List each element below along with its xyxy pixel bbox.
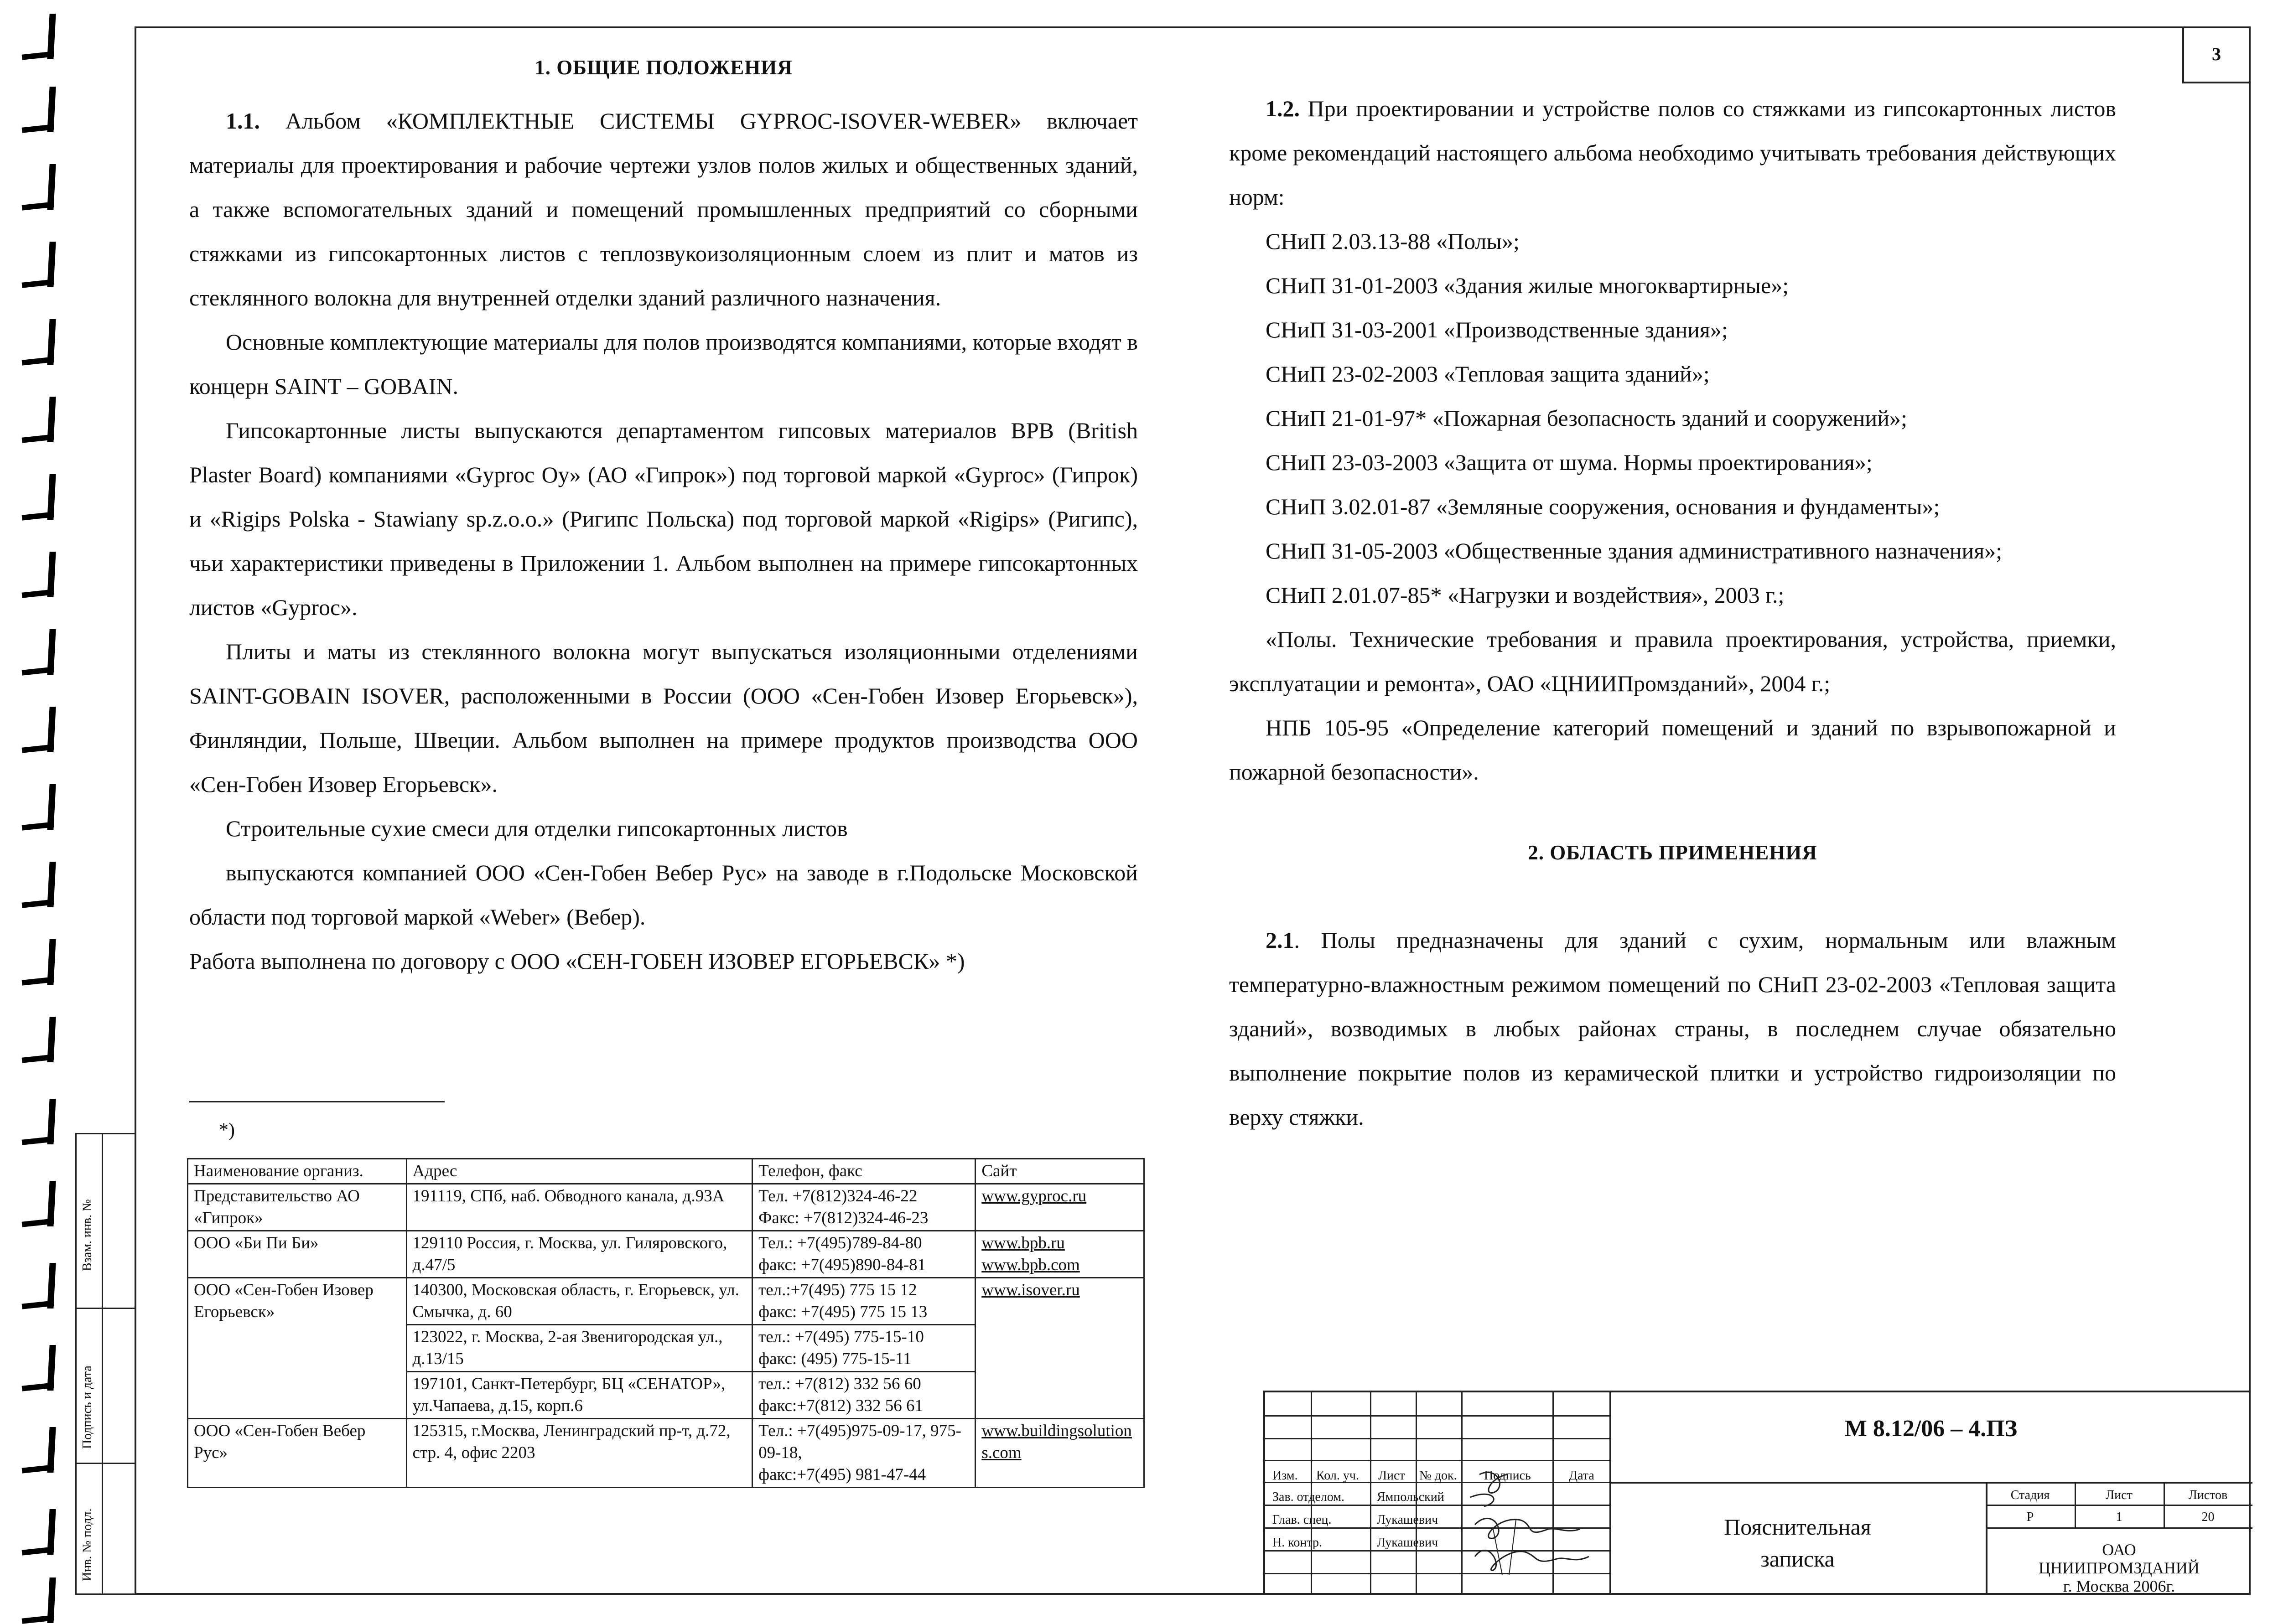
table-header: Адрес [406, 1159, 752, 1184]
organization-block [1986, 1541, 2252, 1595]
norm-item: СНиП 31-03-2001 «Производственные здания»; [1266, 317, 1728, 342]
site-link[interactable]: www.bpb.com [981, 1256, 1080, 1274]
fax-line: факс: +7(495) 775 15 13 [758, 1303, 928, 1321]
fax-line: факс:+7(812) 332 56 61 [758, 1396, 924, 1415]
org-address: 123022, г. Москва, 2-ая Звенигородская ул., д.13/15 [406, 1325, 752, 1372]
site-link[interactable]: www.isover.ru [981, 1281, 1080, 1299]
binding-marks [8, 14, 58, 1609]
paragraph-1-2 [1229, 87, 2116, 219]
table-header: Наименование организ. [188, 1159, 407, 1184]
section-1-heading: 1. ОБЩИЕ ПОЛОЖЕНИЯ [534, 56, 793, 79]
paragraph-2-1-text: . Полы предназначены для зданий с сухим, нормальным или влажным температурно-влажностным режимом помещений по СНиП 23-02-2003 «Тепловая защита зданий», возводимых в любых районах страны, в последнем случае обязательно выполнение покрытие полов из керамической плитки и устройство гидроизоляции по верху стяжки. [1229, 927, 2116, 1130]
contacts-table [187, 1158, 1145, 1488]
table-row [188, 1419, 1144, 1488]
footnote-mark: *) [219, 1120, 235, 1141]
site-link[interactable]: www.bpb.ru [981, 1234, 1065, 1252]
norm-item: СНиП 2.01.07-85* «Нагрузки и воздействия», 2003 г.; [1266, 582, 1785, 608]
col-izm: Изм. [1272, 1469, 1298, 1483]
norm-item: СНиП 31-05-2003 «Общественные здания административного назначения»; [1266, 538, 2003, 564]
table-row [188, 1231, 1144, 1278]
page-number: 3 [2182, 26, 2251, 83]
col-data: Дата [1569, 1469, 1594, 1483]
org-phone [752, 1325, 976, 1372]
side-stamp-inv: Инв. № подл. [80, 1508, 94, 1581]
norm-item: СНиП 31-01-2003 «Здания жилые многоквартирные»; [1266, 273, 1789, 298]
name-chief: Лукашевич [1377, 1513, 1438, 1527]
phone-line: тел.: +7(495) 775-15-10 [758, 1328, 924, 1346]
table-header: Сайт [976, 1159, 1144, 1184]
org-address: 125315, г.Москва, Ленинградский пр-т, д.72, стр. 4, офис 2203 [406, 1419, 752, 1488]
org-name: ООО «Сен-Гобен Вебер Рус» [188, 1419, 407, 1488]
paragraph-1-1-text: Альбом «КОМПЛЕКТНЫЕ СИСТЕМЫ GYPROC-ISOVER-WEBER» включает материалы для проектирования и рабочие чертежи узлов полов жилых и общественных зданий, а также вспомогательных зданий и помещений промышленных предприятий со сборными стяжками из гипсокартонных листов с теплозвукоизоляционным слоем из плит и матов из стеклянного волокна для внутренней отделки зданий различного назначения. [189, 108, 1138, 310]
paragraph-1-1 [189, 99, 1138, 320]
paragraph-1-1-number: 1.1. [226, 108, 260, 134]
fax-line: Факс: +7(812)324-46-23 [758, 1209, 929, 1227]
role-control: Н. контр. [1272, 1536, 1322, 1550]
org-address: 191119, СПб, наб. Обводного канала, д.93А [406, 1184, 752, 1231]
paragraph-1-2-number: 1.2. [1266, 96, 1300, 121]
side-stamp-podpis: Подпись и дата [80, 1365, 94, 1449]
org-phone [752, 1184, 976, 1231]
org-address: 129110 Россия, г. Москва, ул. Гиляровского, д.47/5 [406, 1231, 752, 1278]
norm-item: «Полы. Технические требования и правила проектирования, устройства, приемки, эксплуатации и ремонта», ОАО «ЦНИИПромзданий», 2004 г.; [1229, 626, 2116, 696]
table-row [188, 1184, 1144, 1231]
side-stamp-vzam: Взам. инв. № [80, 1199, 94, 1271]
paragraph-2-1-number: 2.1 [1266, 927, 1294, 953]
document-title-line2: записка [1760, 1546, 1835, 1572]
stage-value: Р [2026, 1510, 2034, 1524]
side-stamp [75, 1133, 135, 1595]
paragraph-gypsum: Гипсокартонные листы выпускаются департаментом гипсовых материалов BPB (British Plaster Board) компаниями «Gyproc Oy» (АО «Гипрок») под торговой маркой «Gyproc» (Гипрок) и «Rigips Polska - Stawiany sp.z.o.o.» (Ригипс Польска) под торговой маркой «Rigips» (Ригипс), чьи характеристики приведены в Приложении 1. Альбом выполнен на примере гипсокартонных листов «Gyproc». [189, 418, 1138, 620]
site-link[interactable]: www.gyproc.ru [981, 1187, 1087, 1205]
document-title-line1: Пояснительная [1724, 1514, 1871, 1540]
role-chief: Глав. спец. [1272, 1513, 1332, 1527]
org-site[interactable] [976, 1278, 1144, 1419]
phone-line: Тел.: +7(495)975-09-17, 975-09-18, [758, 1422, 961, 1462]
phone-line: тел.:+7(495) 775 15 12 [758, 1281, 917, 1299]
org-site[interactable] [976, 1231, 1144, 1278]
norm-item: СНиП 2.03.13-88 «Полы»; [1266, 228, 1520, 254]
paragraph-1-2-text: При проектировании и устройстве полов со стяжками из гипсокартонных листов кроме рекомендаций настоящего альбома необходимо учитывать требования действующих норм: [1229, 96, 2116, 210]
table-header-row [188, 1159, 1144, 1184]
fax-line: факс: (495) 775-15-11 [758, 1350, 912, 1368]
phone-line: Тел. +7(812)324-46-22 [758, 1187, 918, 1205]
org-phone [752, 1278, 976, 1325]
sheets-label: Листов [2188, 1488, 2228, 1502]
norm-item: СНиП 23-03-2003 «Защита от шума. Нормы проектирования»; [1266, 450, 1873, 475]
left-column [189, 46, 1138, 983]
org-site[interactable] [976, 1419, 1144, 1488]
org-site[interactable] [976, 1184, 1144, 1231]
org-phone [752, 1372, 976, 1419]
signature-scribbles [1466, 1461, 1603, 1579]
phone-line: Тел.: +7(495)789-84-80 [758, 1234, 922, 1252]
org-name: ООО «Би Пи Би» [188, 1231, 407, 1278]
name-control: Лукашевич [1377, 1536, 1438, 1550]
table-row [188, 1278, 1144, 1325]
norm-item: СНиП 21-01-97* «Пожарная безопасность зданий и сооружений»; [1266, 405, 1907, 431]
col-list: Лист [1378, 1469, 1405, 1483]
organization-line: ОАО [2102, 1541, 2136, 1559]
paragraph-components: Основные комплектующие материалы для полов производятся компаниями, которые входят в концерн SAINT – GOBAIN. [189, 329, 1138, 399]
document-code: М 8.12/06 – 4.ПЗ [1844, 1416, 2018, 1442]
phone-line: тел.: +7(812) 332 56 60 [758, 1375, 921, 1393]
norm-item: СНиП 3.02.01-87 «Земляные сооружения, основания и фундаменты»; [1266, 494, 1940, 519]
org-name: Представительство АО «Гипрок» [188, 1184, 407, 1231]
paragraph-2-1 [1229, 918, 2116, 1139]
role-head: Зав. отделом. [1272, 1490, 1345, 1504]
col-ndok: № док. [1419, 1469, 1457, 1483]
right-column [1229, 87, 2116, 1139]
title-block [1263, 1391, 2251, 1595]
organization-line: г. Москва 2006г. [2063, 1577, 2175, 1595]
section-2-heading: 2. ОБЛАСТЬ ПРИМЕНЕНИЯ [1528, 841, 1817, 864]
org-phone [752, 1231, 976, 1278]
sheets-value: 20 [2201, 1510, 2215, 1524]
sheet-label: Лист [2106, 1488, 2133, 1502]
org-name: ООО «Сен-Гобен Изовер Егорьевск» [188, 1278, 407, 1419]
fax-line: факс:+7(495) 981-47-44 [758, 1465, 926, 1484]
stage-label: Стадия [2010, 1488, 2050, 1502]
table-header: Телефон, факс [752, 1159, 976, 1184]
site-link[interactable]: www.buildingsolutions.com [981, 1422, 1132, 1462]
document-title [1609, 1511, 1986, 1575]
norm-item: СНиП 23-02-2003 «Тепловая защита зданий»; [1266, 361, 1710, 387]
norm-item: НПБ 105-95 «Определение категорий помещений и зданий по взрывопожарной и пожарной безопасности». [1229, 715, 2116, 785]
sheet-value: 1 [2116, 1510, 2122, 1524]
col-kol: Кол. уч. [1316, 1469, 1359, 1483]
paragraph-glass-fibre: Плиты и маты из стеклянного волокна могут выпускаться изоляционными отделениями SAINT-GOBAIN ISOVER, расположенными в России (ООО «Сен-Гобен Изовер Егорьевск»), Финляндии, Польше, Швеции. Альбом выполнен на примере продуктов производства ООО «Сен-Гобен Изовер Егорьевск». [189, 639, 1138, 797]
col-podpis: Подпись [1484, 1469, 1531, 1483]
paragraph-contract: Работа выполнена по договору с ООО «СЕН-ГОБЕН ИЗОВЕР ЕГОРЬЕВСК» *) [189, 948, 965, 974]
organization-line: ЦНИИПРОМЗДАНИЙ [2039, 1559, 2200, 1577]
org-address: 197101, Санкт-Петербург, БЦ «СЕНАТОР», ул.Чапаева, д.15, корп.6 [406, 1372, 752, 1419]
footnote-divider [189, 1101, 445, 1102]
paragraph-weber: выпускаются компанией ООО «Сен-Гобен Вебер Рус» на заводе в г.Подольске Московской области под торговой маркой «Weber» (Вебер). [189, 860, 1138, 930]
fax-line: факс: +7(495)890-84-81 [758, 1256, 926, 1274]
org-address: 140300, Московская область, г. Егорьевск, ул. Смычка, д. 60 [406, 1278, 752, 1325]
org-phone [752, 1419, 976, 1488]
name-head: Ямпольский [1377, 1490, 1444, 1504]
paragraph-dry-mixes: Строительные сухие смеси для отделки гипсокартонных листов [226, 816, 848, 841]
